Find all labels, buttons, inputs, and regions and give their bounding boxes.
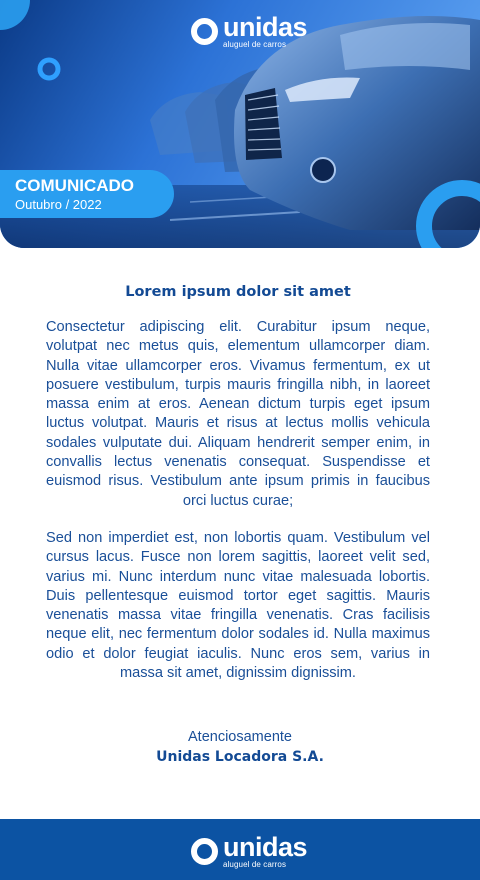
hero-banner — [0, 0, 480, 248]
brand-name: unidas — [223, 12, 308, 42]
footer-logo — [191, 834, 307, 869]
badge-title: COMUNICADO — [15, 176, 134, 195]
logo-circle-icon — [191, 18, 218, 45]
communique-badge — [0, 170, 174, 218]
brand-tagline: aluguel de carros — [223, 40, 287, 49]
signature-greeting: Atenciosamente — [188, 729, 292, 745]
brand-name: unidas — [223, 832, 308, 862]
headline: Lorem ipsum dolor sit amet — [125, 284, 351, 300]
paragraph-1: Consectetur adipiscing elit. Curabitur ipsum neque, volutpat nec metus quis, elementum ullamcorper diam. Nulla vitae ullamcorper eros. Vivamus fermentum, ex ut posuere vestibulum, turpis mauris fringilla nibh, in laoreet massa enim at eros. Aenean dictum turpis eget ipsum luctus volutpat. Mauris et risus at lectus mollis vehicula sodales vulputate dui. Aliquam hendrerit semper enim, in convallis lectus venenatis consequat. Suspendisse et euismod risus. Vestibulum ante ipsum primis in faucibus orci luctus curae; — [46, 319, 430, 509]
communique-body — [46, 284, 430, 683]
brand-tagline: aluguel de carros — [223, 860, 287, 869]
signature-company: Unidas Locadora S.A. — [156, 749, 324, 765]
paragraph-2: Sed non imperdiet est, non lobortis quam. Vestibulum vel cursus lacus. Fusce non lorem sagittis, laoreet velit sed, varius mi. Nunc interdum nunc vitae malesuada lobortis. Duis pellentesque euismod tortor eget sagittis. Mauris venenatis massa vitae fringilla venenatis. Cras facilisis neque elit, nec fermentum dolor sodales id. Nulla maximus odio et dolor feugiat iaculis. Nunc eros sem, varius in massa sit amet, dignissim dignissim. — [46, 529, 430, 682]
brand-logo — [191, 14, 307, 49]
logo-circle-icon — [191, 838, 218, 865]
badge-date: Outubro / 2022 — [15, 197, 102, 212]
signature-block — [0, 729, 480, 765]
